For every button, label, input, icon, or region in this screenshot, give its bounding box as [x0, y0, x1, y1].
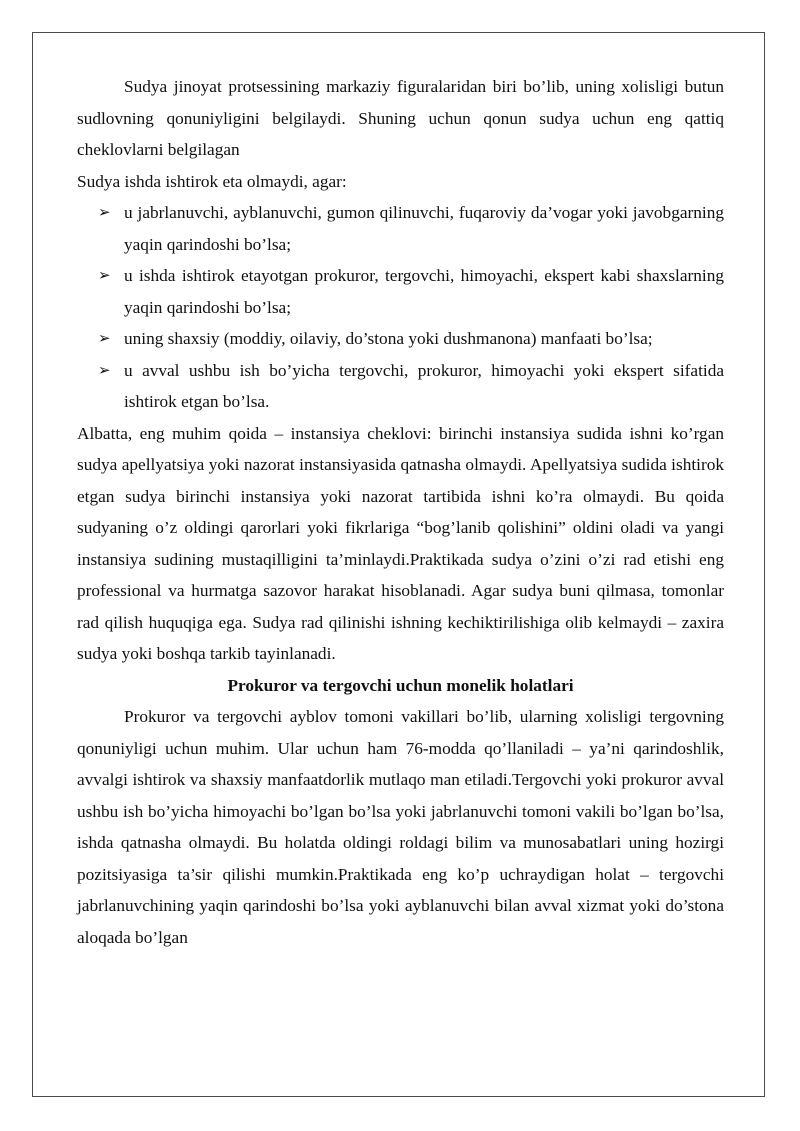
arrow-bullet-icon: ➢	[98, 266, 111, 284]
paragraph-intro: Sudya jinoyat protsessining markaziy figuralaridan biri bo’lib, uning xolisligi butun sudlovning qonuniyligini belgilaydi. Shuning uchun qonun sudya uchun eng qattiq cheklovlarni belgilagan	[77, 77, 724, 159]
list-item	[77, 197, 724, 260]
list-item-text: u avval ushbu ish bo’yicha tergovchi, prokuror, himoyachi yoki ekspert sifatida ishtirok etgan bo’lsa.	[124, 360, 724, 411]
arrow-bullet-icon: ➢	[98, 360, 111, 379]
paragraph-prosecutor: Prokuror va tergovchi ayblov tomoni vakillari bo’lib, ularning xolisligi tergovning qonuniyligi uchun muhim. Ular uchun ham 76-modda qo’llaniladi – ya’ni qarindoshlik, avvalgi ishtirok va shaxsiy manfaatdorlik mutlaqo man etiladi.Tergovchi yoki prokuror avval ushbu ish bo’yicha himoyachi bo’lgan bo’lsa yoki jabrlanuvchi tomoni vakili bo’lgan bo’lsa, ishda qatnasha olmaydi. Bu holatda oldingi roldagi bilim va munosabatlari uning hozirgi pozitsiyasiga ta’sir qilishi mumkin.Praktikada eng ko’p uchraydigan holat – tergovchi jabrlanuvchining yaqin qarindoshi bo’lsa yoki ayblanuvchi bilan avval xizmat yoki do’stona aloqada bo’lgan	[77, 707, 724, 947]
paragraph-conditions-lead: Sudya ishda ishtirok eta olmaydi, agar:	[77, 171, 347, 191]
list-item	[77, 260, 724, 323]
list-item-text: uning shaxsiy (moddiy, oilaviy, do’stona yoki dushmanona) manfaati bo’lsa;	[124, 329, 653, 348]
list-item-text: u ishda ishtirok etayotgan prokuror, tergovchi, himoyachi, ekspert kabi shaxslarning yaqin qarindoshi bo’lsa;	[124, 266, 724, 317]
conditions-list	[77, 197, 724, 418]
arrow-bullet-icon: ➢	[98, 329, 111, 347]
list-item	[77, 355, 724, 418]
arrow-bullet-icon: ➢	[98, 203, 111, 221]
list-item	[77, 323, 724, 355]
section-heading: Prokuror va tergovchi uchun monelik holatlari	[227, 675, 574, 695]
document-body	[77, 71, 724, 953]
list-item-text: u jabrlanuvchi, ayblanuvchi, gumon qilinuvchi, fuqaroviy da’vogar yoki javobgarning yaqin qarindoshi bo’lsa;	[124, 203, 724, 254]
paragraph-instance-rule: Albatta, eng muhim qoida – instansiya cheklovi: birinchi instansiya sudida ishni ko’rgan sudya apellyatsiya yoki nazorat instansiyasida qatnasha olmaydi. Apellyatsiya sudida ishtirok etgan sudya birinchi instansiya yoki nazorat tartibida ishni ko’ra olmaydi. Bu qoida sudyaning o’z oldingi qarorlari yoki fikrlariga “bog’lanib qolishini” oldini oladi va yangi instansiya sudining mustaqilligini ta’minlaydi.Praktikada sudya o’zini o’zi rad etishi eng professional va hurmatga sazovor harakat hisoblanadi. Agar sudya buni qilmasa, tomonlar rad qilish huquqiga ega. Sudya rad qilinishi ishning kechiktirilishiga olib kelmaydi – zaxira sudya yoki boshqa tarkib tayinlanadi.	[77, 423, 724, 663]
